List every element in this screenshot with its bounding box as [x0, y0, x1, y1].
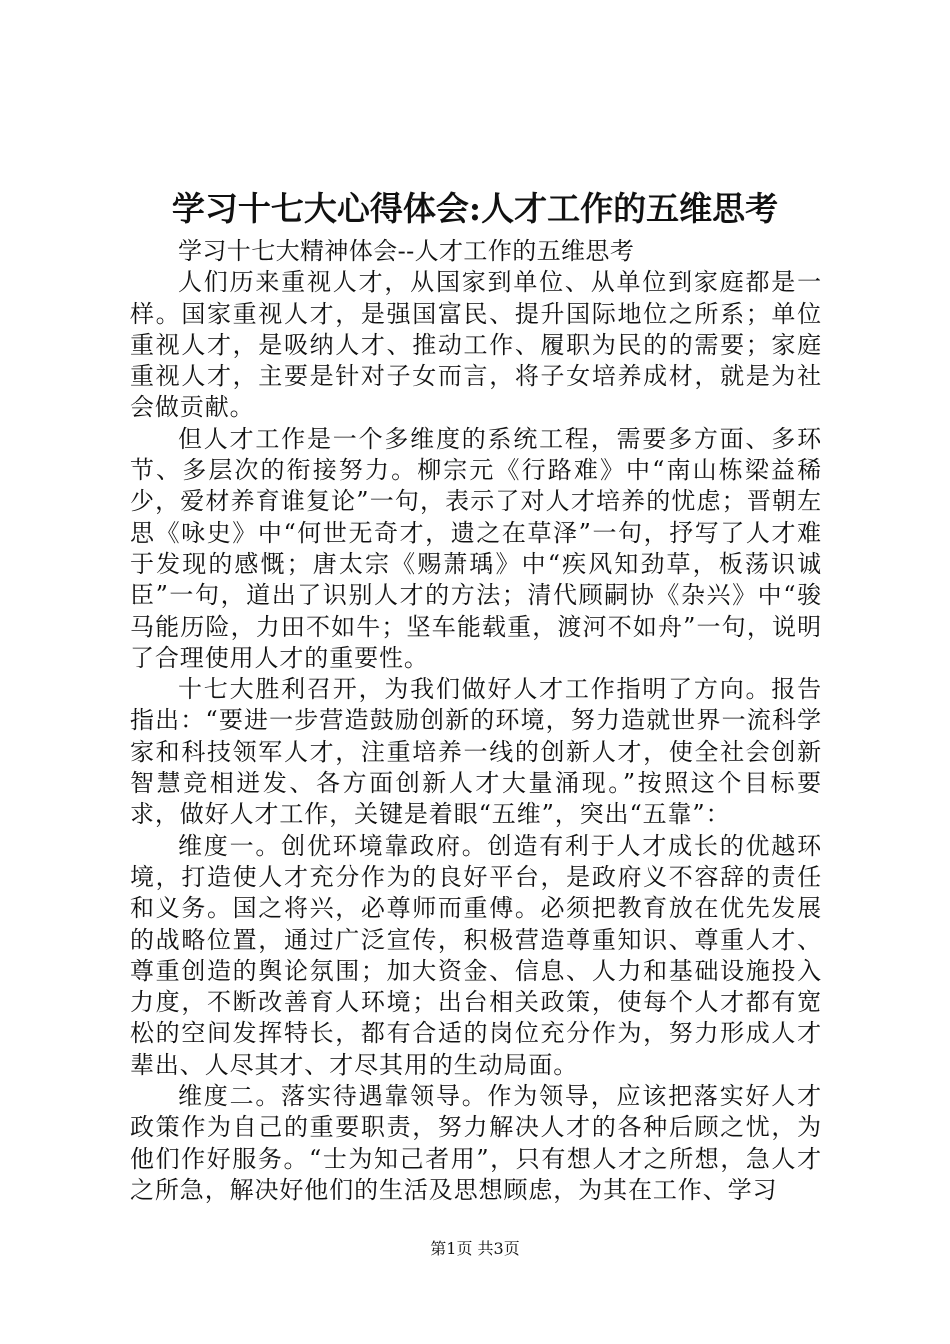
document-title: 学习十七大心得体会:人才工作的五维思考	[171, 189, 779, 228]
document-subtitle: 学习十七大精神体会--人才工作的五维思考	[178, 237, 635, 265]
document-body	[130, 236, 822, 1206]
paragraph-2: 但人才工作是一个多维度的系统工程，需要多方面、多环节、多层次的衔接努力。柳宗元《行路难》中“南山栋梁益稀少，爱材养育谁复论”一句，表示了对人才培养的忧虑；晋朝左思《咏史》中“何世无奇才，遗之在草泽”一句，抒写了人才难于发现的感慨；唐太宗《赐萧瑀》中“疾风知劲草，板荡识诚臣”一句，道出了识别人才的方法；清代顾嗣协《杂兴》中“骏马能历险，力田不如牛；坚车能载重，渡河不如舟”一句，说明了合理使用人才的重要性。	[130, 424, 822, 672]
page-footer: 第1页 共3页	[430, 1239, 520, 1258]
paragraph-1: 人们历来重视人才，从国家到单位、从单位到家庭都是一样。国家重视人才，是强国富民、提升国际地位之所系；单位重视人才，是吸纳人才、推动工作、履职为民的的需要；家庭重视人才，主要是针对子女而言，将子女培养成材，就是为社会做贡献。	[130, 268, 822, 422]
paragraph-3: 十七大胜利召开，为我们做好人才工作指明了方向。报告指出：“要进一步营造鼓励创新的环境，努力造就世界一流科学家和科技领军人才，注重培养一线的创新人才，使全社会创新智慧竞相迸发、各方面创新人才大量涌现。”按照这个目标要求，做好人才工作，关键是着眼“五维”，突出“五靠”：	[130, 675, 822, 829]
paragraph-4: 维度一。创优环境靠政府。创造有利于人才成长的优越环境，打造使人才充分作为的良好平台，是政府义不容辞的责任和义务。国之将兴，必尊师而重傅。必须把教育放在优先发展的战略位置，通过广泛宣传，积极营造尊重知识、尊重人才、尊重创造的舆论氛围；加大资金、信息、人力和基础设施投入力度，不断改善育人环境；出台相关政策，使每个人才都有宽松的空间发挥特长，都有合适的岗位充分作为，努力形成人才辈出、人尽其才、才尽其用的生动局面。	[130, 831, 822, 1079]
paragraph-5: 维度二。落实待遇靠领导。作为领导，应该把落实好人才政策作为自己的重要职责，努力解决人才的各种后顾之忧，为他们作好服务。“士为知己者用”，只有想人才之所想，急人才之所急，解决好他们的生活及思想顾虑，为其在工作、学习	[130, 1082, 822, 1204]
